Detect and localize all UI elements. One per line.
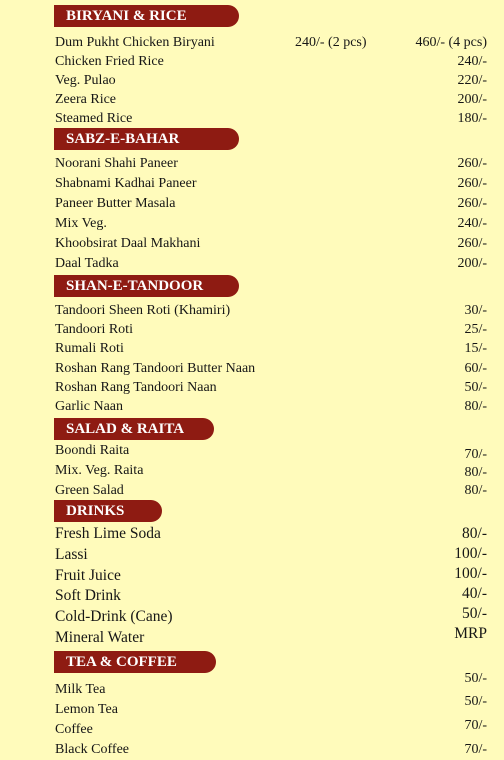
menu-item-name: Khoobsirat Daal Makhani [55, 236, 201, 251]
menu-item-name: Coffee [55, 722, 93, 737]
menu-item-price: 70/- [464, 718, 487, 733]
menu-item-price: 100/- [454, 565, 487, 582]
menu-item-price: 30/- [464, 303, 487, 318]
menu-item-name: Shabnami Kadhai Paneer [55, 176, 197, 191]
menu-item-price: 50/- [464, 671, 487, 686]
menu-item-price: 50/- [464, 380, 487, 395]
section-header-sabz-e-bahar: SABZ-E-BAHAR [54, 128, 239, 150]
menu-item-name: Mix Veg. [55, 216, 107, 231]
menu-item-price: 100/- [454, 545, 487, 562]
menu-item-price: 70/- [464, 447, 487, 462]
menu-item-name: Cold-Drink (Cane) [55, 608, 173, 625]
menu-item-name: Mineral Water [55, 629, 145, 646]
menu-item-name: Daal Tadka [55, 256, 119, 271]
menu-item-price: 40/- [462, 585, 487, 602]
menu-item-name: Fresh Lime Soda [55, 525, 161, 542]
menu-item-name: Roshan Rang Tandoori Naan [55, 380, 217, 395]
menu-item-price: 200/- [457, 92, 487, 107]
menu-item-name: Soft Drink [55, 587, 121, 604]
menu-item-name: Noorani Shahi Paneer [55, 156, 178, 171]
menu-item-name: Lemon Tea [55, 702, 118, 717]
menu-item-name: Rumali Roti [55, 341, 124, 356]
menu-item-name: Lassi [55, 546, 88, 563]
menu-item-price: 260/- [457, 236, 487, 251]
menu-item-price: 240/- [457, 216, 487, 231]
menu-item-price: 260/- [457, 196, 487, 211]
section-header-biryani-rice: BIRYANI & RICE [54, 5, 239, 27]
menu-item-name: Paneer Butter Masala [55, 196, 176, 211]
menu-item-price-small: 240/- (2 pcs) [295, 35, 367, 50]
menu-item-name: Chicken Fried Rice [55, 54, 164, 69]
menu-item-price: 180/- [457, 111, 487, 126]
section-header-salad-raita: SALAD & RAITA [54, 418, 214, 440]
menu-item-price: 260/- [457, 176, 487, 191]
menu-item-name: Veg. Pulao [55, 73, 116, 88]
menu-item-price: 70/- [464, 742, 487, 757]
menu-item-name: Mix. Veg. Raita [55, 463, 144, 478]
menu-item-name: Tandoori Sheen Roti (Khamiri) [55, 303, 231, 318]
menu-item-name: Tandoori Roti [55, 322, 133, 337]
menu-item-price: 200/- [457, 256, 487, 271]
menu-item-price: 60/- [464, 361, 487, 376]
menu-item-price: 460/- (4 pcs) [415, 35, 487, 50]
menu-item-name: Boondi Raita [55, 443, 130, 458]
menu-item-name: Zeera Rice [55, 92, 117, 107]
menu-item-price: 260/- [457, 156, 487, 171]
menu-item-price: 50/- [464, 694, 487, 709]
menu-item-price: 220/- [457, 73, 487, 88]
menu-item-name: Dum Pukht Chicken Biryani [55, 35, 215, 50]
menu-item-price: 80/- [464, 399, 487, 414]
menu-item-name: Milk Tea [55, 682, 106, 697]
menu-item-price: 80/- [464, 465, 487, 480]
menu-item-price: 80/- [462, 525, 487, 542]
menu-item-name: Black Coffee [55, 742, 129, 757]
menu-item-name: Green Salad [55, 483, 124, 498]
menu-item-name: Steamed Rice [55, 111, 133, 126]
menu-item-price: MRP [454, 625, 487, 642]
section-header-shan-e-tandoor: SHAN-E-TANDOOR [54, 275, 239, 297]
menu-item-price: 50/- [462, 605, 487, 622]
section-header-drinks: DRINKS [54, 500, 162, 522]
menu-item-name: Garlic Naan [55, 399, 124, 414]
menu-item-name: Fruit Juice [55, 567, 121, 584]
menu-item-name: Roshan Rang Tandoori Butter Naan [55, 361, 256, 376]
menu-item-price: 15/- [464, 341, 487, 356]
menu-item-price: 25/- [464, 322, 487, 337]
menu-item-price: 240/- [457, 54, 487, 69]
section-header-tea-coffee: TEA & COFFEE [54, 651, 216, 673]
menu-item-price: 80/- [464, 483, 487, 498]
